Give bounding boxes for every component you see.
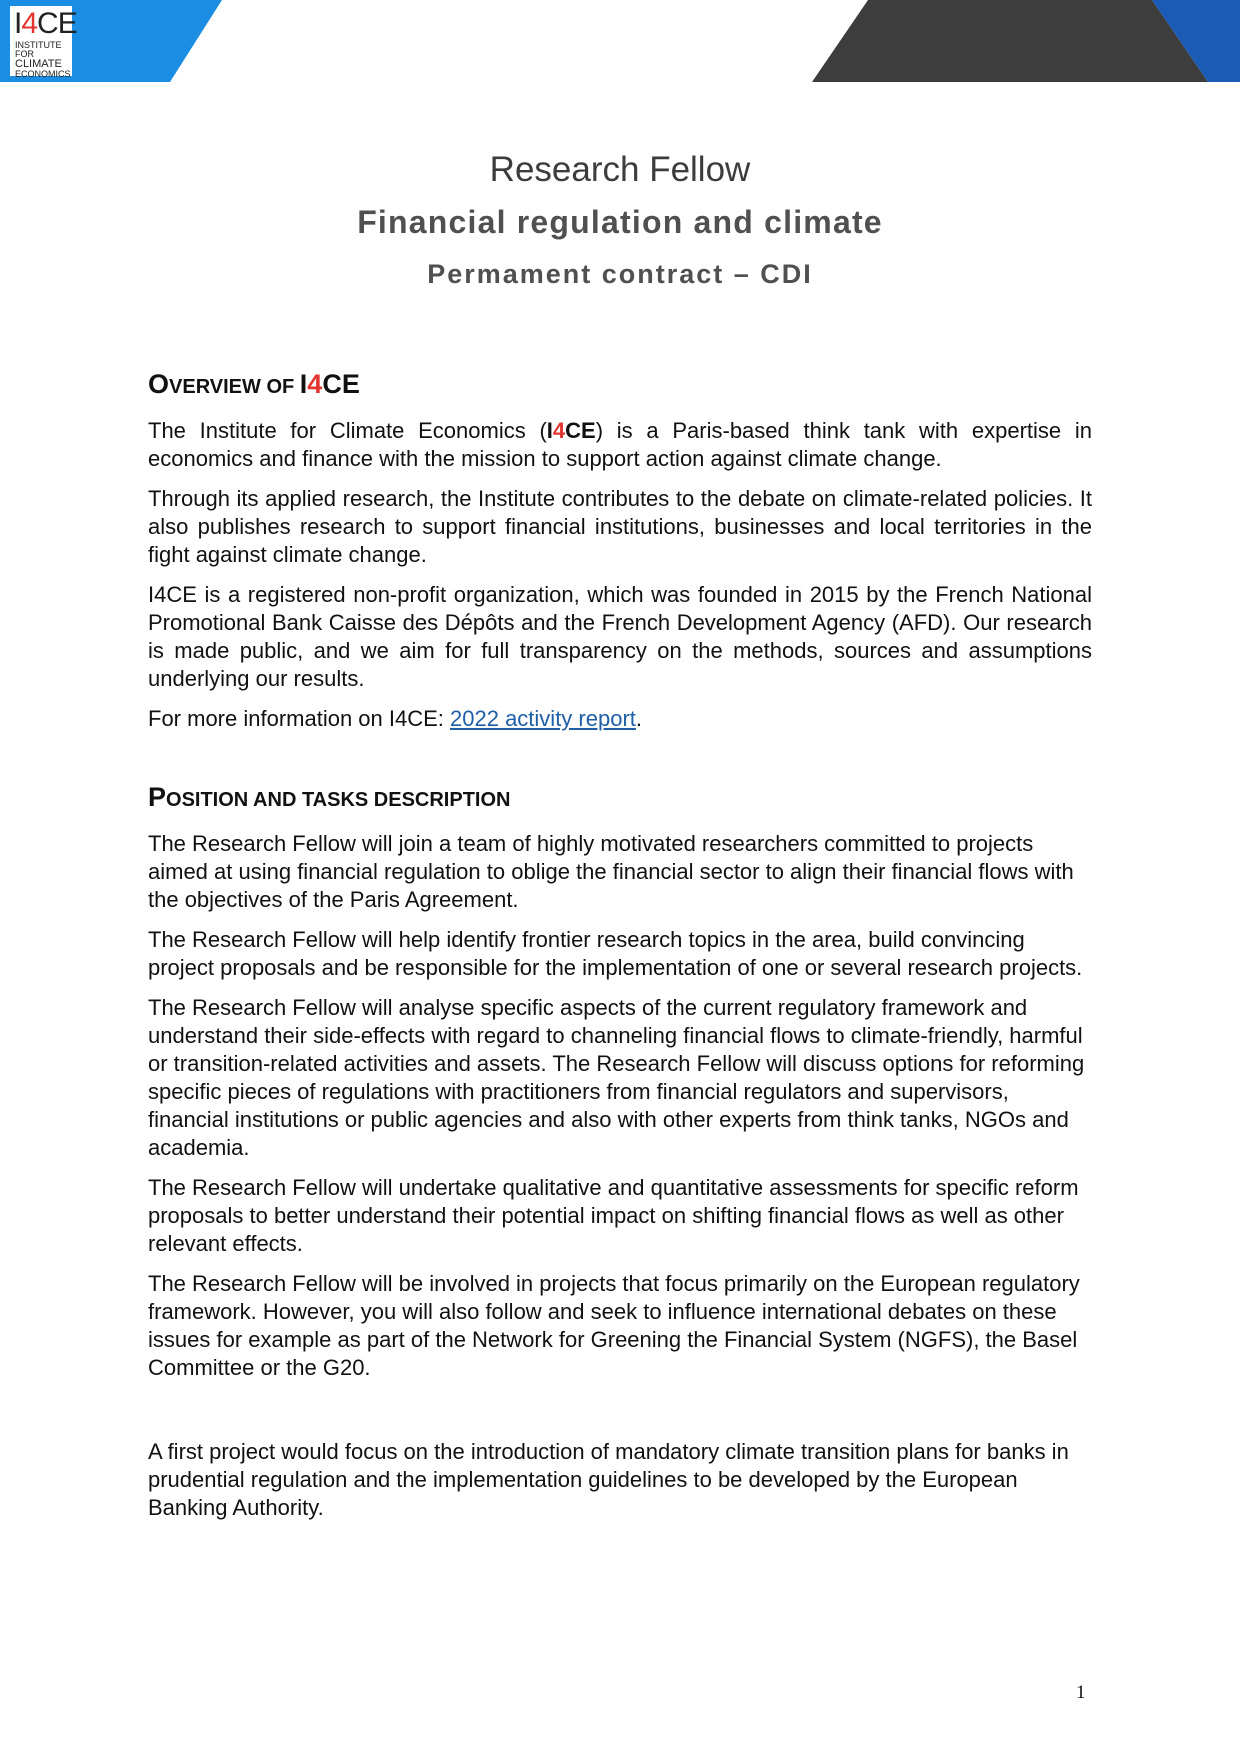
position-paragraph-6: A first project would focus on the introduction of mandatory climate transition plans for banks in prudential regulation and the implementation guidelines to be developed by the European Banking Authority. — [148, 1439, 1069, 1520]
overview-paragraph-2: Through its applied research, the Institute contributes to the debate on climate-related policies. It also publishes research to support financial institutions, businesses and local territories in the fight against climate change. — [148, 486, 1092, 567]
page-number: 1 — [1076, 1682, 1086, 1703]
document-body — [148, 368, 1092, 1534]
position-paragraph-5: The Research Fellow will be involved in projects that focus primarily on the European regulatory framework. However, you will also follow and seek to influence international debates on these issues for example as part of the Network for Greening the Financial System (NGFS), the Basel Committee or the G20. — [148, 1271, 1080, 1380]
header-band — [0, 0, 1240, 84]
overview-paragraph-4: For more information on I4CE: 2022 activity report. — [148, 706, 643, 731]
job-subtitle: Financial regulation and climate — [357, 204, 883, 240]
overview-paragraph-1: The Institute for Climate Economics (I4CE) is a Paris-based think tank with expertise in economics and finance with the mission to support action against climate change. — [148, 418, 1092, 471]
logo-subtitle: INSTITUTE FOR CLIMATE ECONOMICS — [15, 40, 71, 79]
logo-wordmark: I4CE — [14, 7, 77, 40]
activity-report-link[interactable]: 2022 activity report — [450, 706, 636, 731]
i4ce-logo — [10, 6, 77, 79]
header-dark-shape — [812, 0, 1208, 82]
header-decoration — [0, 0, 1240, 84]
position-heading: POSITION AND TASKS DESCRIPTION — [148, 782, 511, 812]
position-paragraph-4: The Research Fellow will undertake qualitative and quantitative assessments for specific reform proposals to better understand their potential impact on shifting financial flows as well as other relevant effects. — [148, 1175, 1079, 1256]
contract-type: Permament contract – CDI — [427, 259, 813, 289]
overview-heading: OVERVIEW OF I4CE — [148, 369, 360, 399]
job-title: Research Fellow — [489, 150, 751, 189]
position-paragraph-3: The Research Fellow will analyse specific aspects of the current regulatory framework and understand their side-effects with regard to channeling financial flows to climate-friendly, harmful or transition-related activities and assets. The Research Fellow will discuss options for reforming specific pieces of regulations with practitioners from financial regulators and supervisors, financial institutions or public agencies and also with other experts from think tanks, NGOs and academia. — [148, 995, 1085, 1160]
position-paragraph-2: The Research Fellow will help identify frontier research topics in the area, build convincing project proposals and be responsible for the implementation of one or several research projects. — [148, 927, 1083, 980]
title-block — [0, 145, 1240, 299]
position-paragraph-1: The Research Fellow will join a team of highly motivated researchers committed to projects aimed at using financial regulation to oblige the financial sector to align their financial flows with the objectives of the Paris Agreement. — [148, 831, 1074, 912]
overview-paragraph-3: I4CE is a registered non-profit organization, which was founded in 2015 by the French National Promotional Bank Caisse des Dépôts and the French Development Agency (AFD). Our research is made public, and we aim for full transparency on the methods, sources and assumptions underlying our results. — [148, 582, 1092, 691]
